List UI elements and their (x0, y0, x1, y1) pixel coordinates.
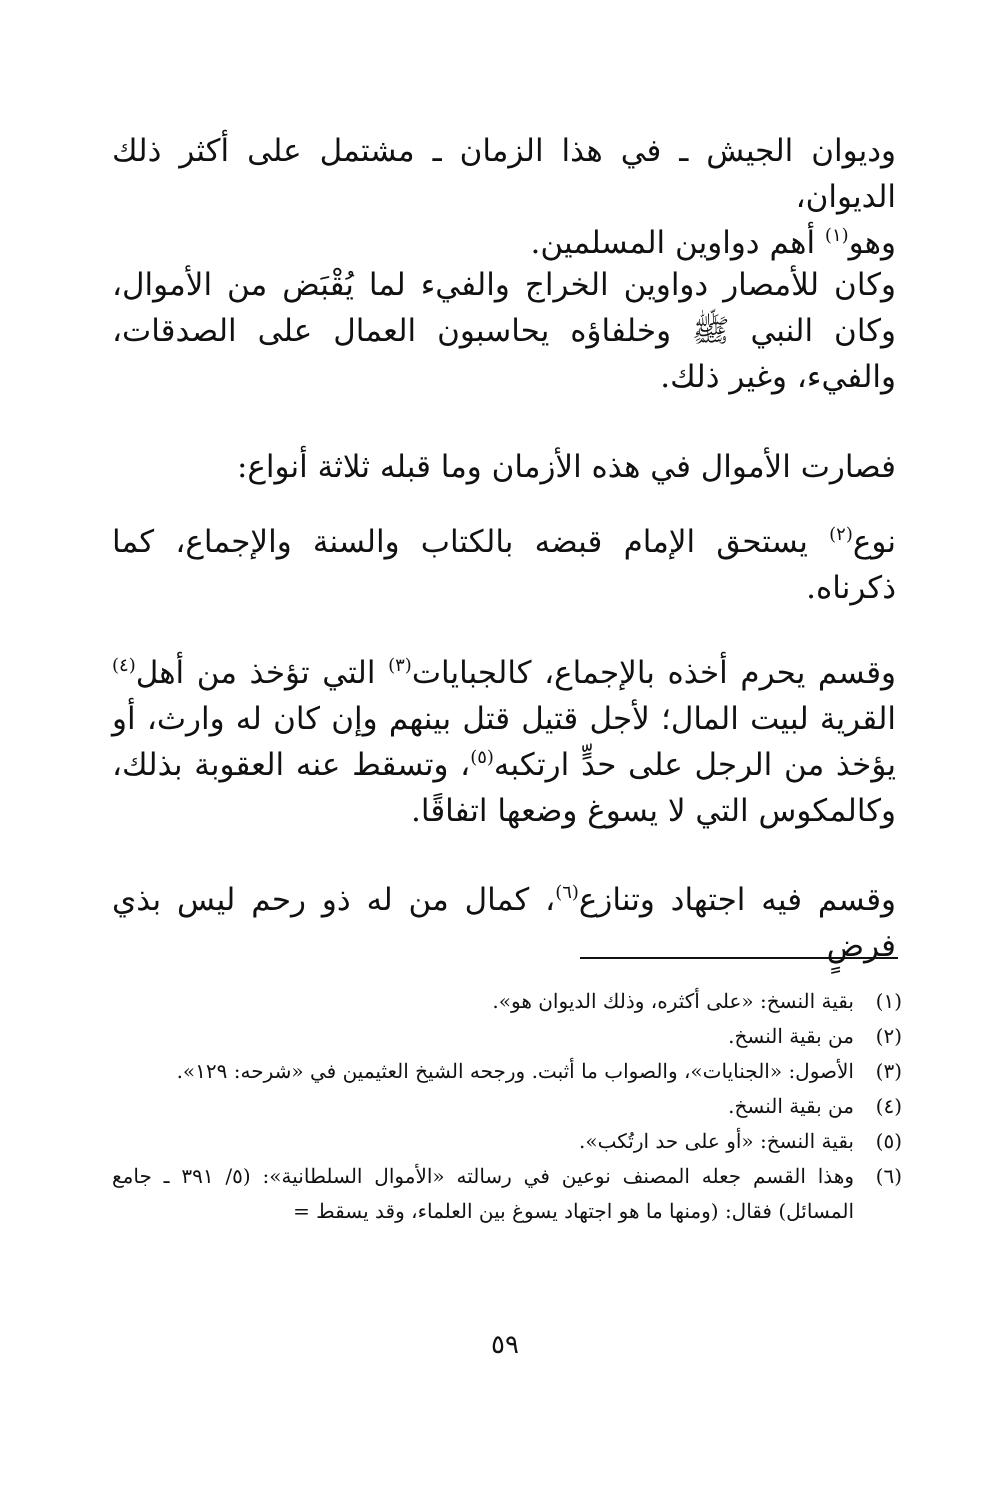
footnote-item (112, 1159, 902, 1229)
paragraph-forbidden-type (112, 650, 896, 834)
paragraph-text: وقسم فيه اجتهاد وتنازع (578, 882, 896, 918)
footnote-ref: (٣) (388, 655, 412, 676)
paragraph-text: يستحق الإمام قبضه بالكتاب والسنة والإجماع، كما ذكرناه. (112, 524, 896, 606)
footnote-number: (١) (875, 989, 902, 1013)
footnote-number: (٦) (875, 1164, 902, 1188)
footnotes-section (112, 984, 902, 1229)
footnote-ref: (٦) (555, 882, 579, 903)
paragraph-text: ، كمال من له ذو رحم ليس بذي فرضٍ (112, 882, 896, 964)
paragraph-text: نوع (852, 524, 896, 560)
footnote-item (112, 1124, 902, 1159)
paragraph-diwan-army (112, 128, 896, 266)
footnote-ref: (٤) (112, 655, 136, 676)
footnote-text: من بقية النسخ. (728, 1094, 854, 1118)
footnote-text: بقية النسخ: «أو على حد ارتُكب». (579, 1129, 854, 1153)
footnote-number: (٤) (875, 1094, 902, 1118)
footnote-text: الأصول: «الجنايات»، والصواب ما أثبت. ورجحه الشيخ العثيمين في «شرحه: ١٢٩». (176, 1059, 854, 1083)
paragraph-text: التي تؤخذ من أهل (135, 655, 389, 691)
footnote-number: (٥) (875, 1129, 902, 1153)
footnote-number: (٣) (875, 1059, 902, 1083)
footnote-item (112, 1019, 902, 1054)
paragraph-text: وكان للأمصار دواوين الخراج والفيء لما يُقْبَض من الأموال، وكان النبي ﷺ وخلفاؤه يحاسبون العمال على الصدقات، والفيء، وغير ذلك. (112, 267, 896, 395)
paragraph-type-one (112, 519, 896, 611)
paragraph-text: أهم دواوين المسلمين. (530, 225, 825, 261)
footnote-item (112, 1054, 902, 1089)
paragraph-kharaj-diwans (112, 262, 896, 400)
footnote-text: وهذا القسم جعله المصنف نوعين في رسالته «الأموال السلطانية»: (٥/ ٣٩١ ـ جامع المسائل) فقال: (ومنها ما هو اجتهاد يسوغ بين العلماء، وقد يسقط = (112, 1164, 854, 1223)
footnote-ref: (١) (824, 225, 849, 246)
footnote-text: من بقية النسخ. (728, 1024, 854, 1048)
footnote-ref: (٢) (829, 524, 853, 545)
footnote-item (112, 984, 902, 1019)
paragraph-text: وهو (848, 225, 896, 261)
footnote-text: بقية النسخ: «على أكثره، وذلك الديوان هو». (492, 989, 854, 1013)
paragraph-line: وديوان الجيش ـ في هذا الزمان ـ مشتمل على أكثر ذلك الديوان، (112, 133, 896, 215)
paragraph-disputed-type (112, 877, 896, 969)
paragraph-text: ، وتسقط عنه العقوبة بذلك، وكالمكوس التي لا يسوغ وضعها اتفاقًا. (112, 747, 896, 829)
footnote-number: (٢) (875, 1024, 902, 1048)
footnote-separator (580, 957, 898, 959)
footnote-item (112, 1089, 902, 1124)
footnote-ref: (٥) (470, 747, 494, 768)
paragraph-text: فصارت الأموال في هذه الأزمان وما قبله ثلاثة أنواع: (236, 449, 896, 485)
paragraph-text: وقسم يحرم أخذه بالإجماع، كالجبايات (411, 655, 896, 691)
page-number: ٥٩ (491, 1330, 519, 1360)
paragraph-text: القرية لبيت المال؛ لأجل قتيل قتل بينهم وإن كان له وارث، أو يؤخذ من الرجل على حدٍّ ارتكبه (112, 701, 896, 783)
paragraph-three-types (112, 444, 896, 490)
